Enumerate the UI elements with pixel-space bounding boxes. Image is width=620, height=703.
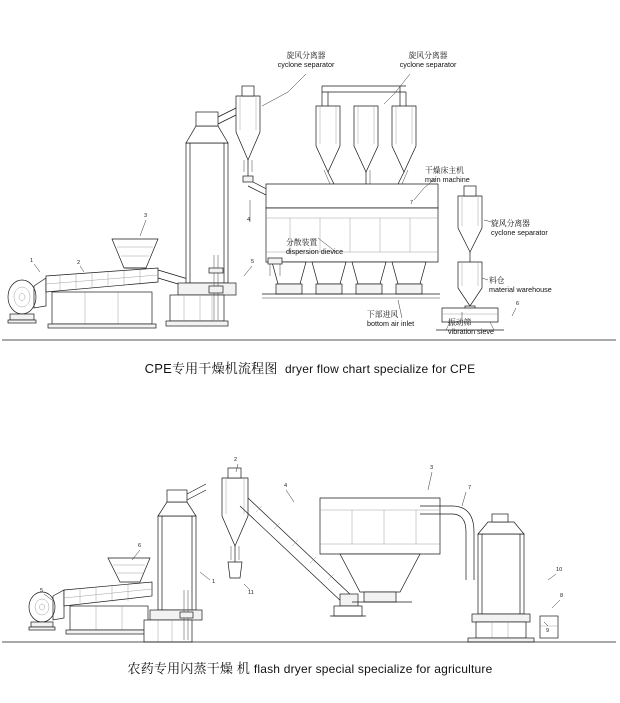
label-material-warehouse: 料仓 material warehouse xyxy=(489,276,552,294)
svg-text:5: 5 xyxy=(251,259,255,265)
label-cyclone-separator-left: 旋风分离器 cyclone separator xyxy=(277,51,335,69)
label-cyclone-separator-right: 旋风分离器 cyclone separator xyxy=(491,219,548,237)
svg-text:10: 10 xyxy=(556,567,563,573)
svg-text:6: 6 xyxy=(516,301,520,307)
svg-text:7: 7 xyxy=(468,485,472,491)
svg-text:1: 1 xyxy=(30,258,34,264)
svg-text:3: 3 xyxy=(430,465,434,471)
figure-2-drawing xyxy=(0,420,620,645)
feed-hopper xyxy=(112,239,158,268)
svg-text:1: 1 xyxy=(212,579,216,585)
svg-text:7: 7 xyxy=(410,200,414,206)
blower-unit xyxy=(8,278,46,323)
svg-text:3: 3 xyxy=(144,213,148,219)
flash-dryer-column xyxy=(144,484,206,642)
cyclone-top-pair xyxy=(316,86,416,184)
cyclone-figure-2 xyxy=(222,468,248,578)
label-main-machine: 干燥床主机 main machine xyxy=(425,166,470,184)
screw-conveyor-2 xyxy=(64,582,152,634)
svg-text:9: 9 xyxy=(546,628,550,634)
svg-text:4: 4 xyxy=(284,483,288,489)
svg-text:6: 6 xyxy=(138,543,142,549)
cyclone-right xyxy=(458,186,482,312)
svg-text:2: 2 xyxy=(77,260,81,266)
figure-1-caption: CPE专用干燥机流程图 dryer flow chart specialize for CPE xyxy=(144,361,476,376)
svg-text:5: 5 xyxy=(40,588,44,594)
main-machine-figure-2 xyxy=(320,498,440,602)
svg-text:4: 4 xyxy=(247,217,251,223)
figure-2-caption: 农药专用闪蒸干燥 机 flash dryer special specialize for agriculture xyxy=(127,661,493,676)
svg-text:8: 8 xyxy=(560,593,564,599)
figure-flash-dryer xyxy=(0,420,620,703)
label-dispersion-device: 分散装置 dispersion dievice xyxy=(286,238,344,256)
svg-text:11: 11 xyxy=(248,590,254,596)
screw-conveyor xyxy=(46,268,158,328)
feed-hopper-2 xyxy=(108,558,150,582)
svg-text:2: 2 xyxy=(234,457,238,463)
label-cyclone-separator-top: 旋风分离器 cyclone separator xyxy=(399,51,457,69)
label-bottom-air-inlet: 下部进风 bottom air inlet xyxy=(367,310,415,328)
label-vibration-sieve: 振动筛 vibration sieve xyxy=(448,318,494,336)
drying-column xyxy=(166,106,240,326)
